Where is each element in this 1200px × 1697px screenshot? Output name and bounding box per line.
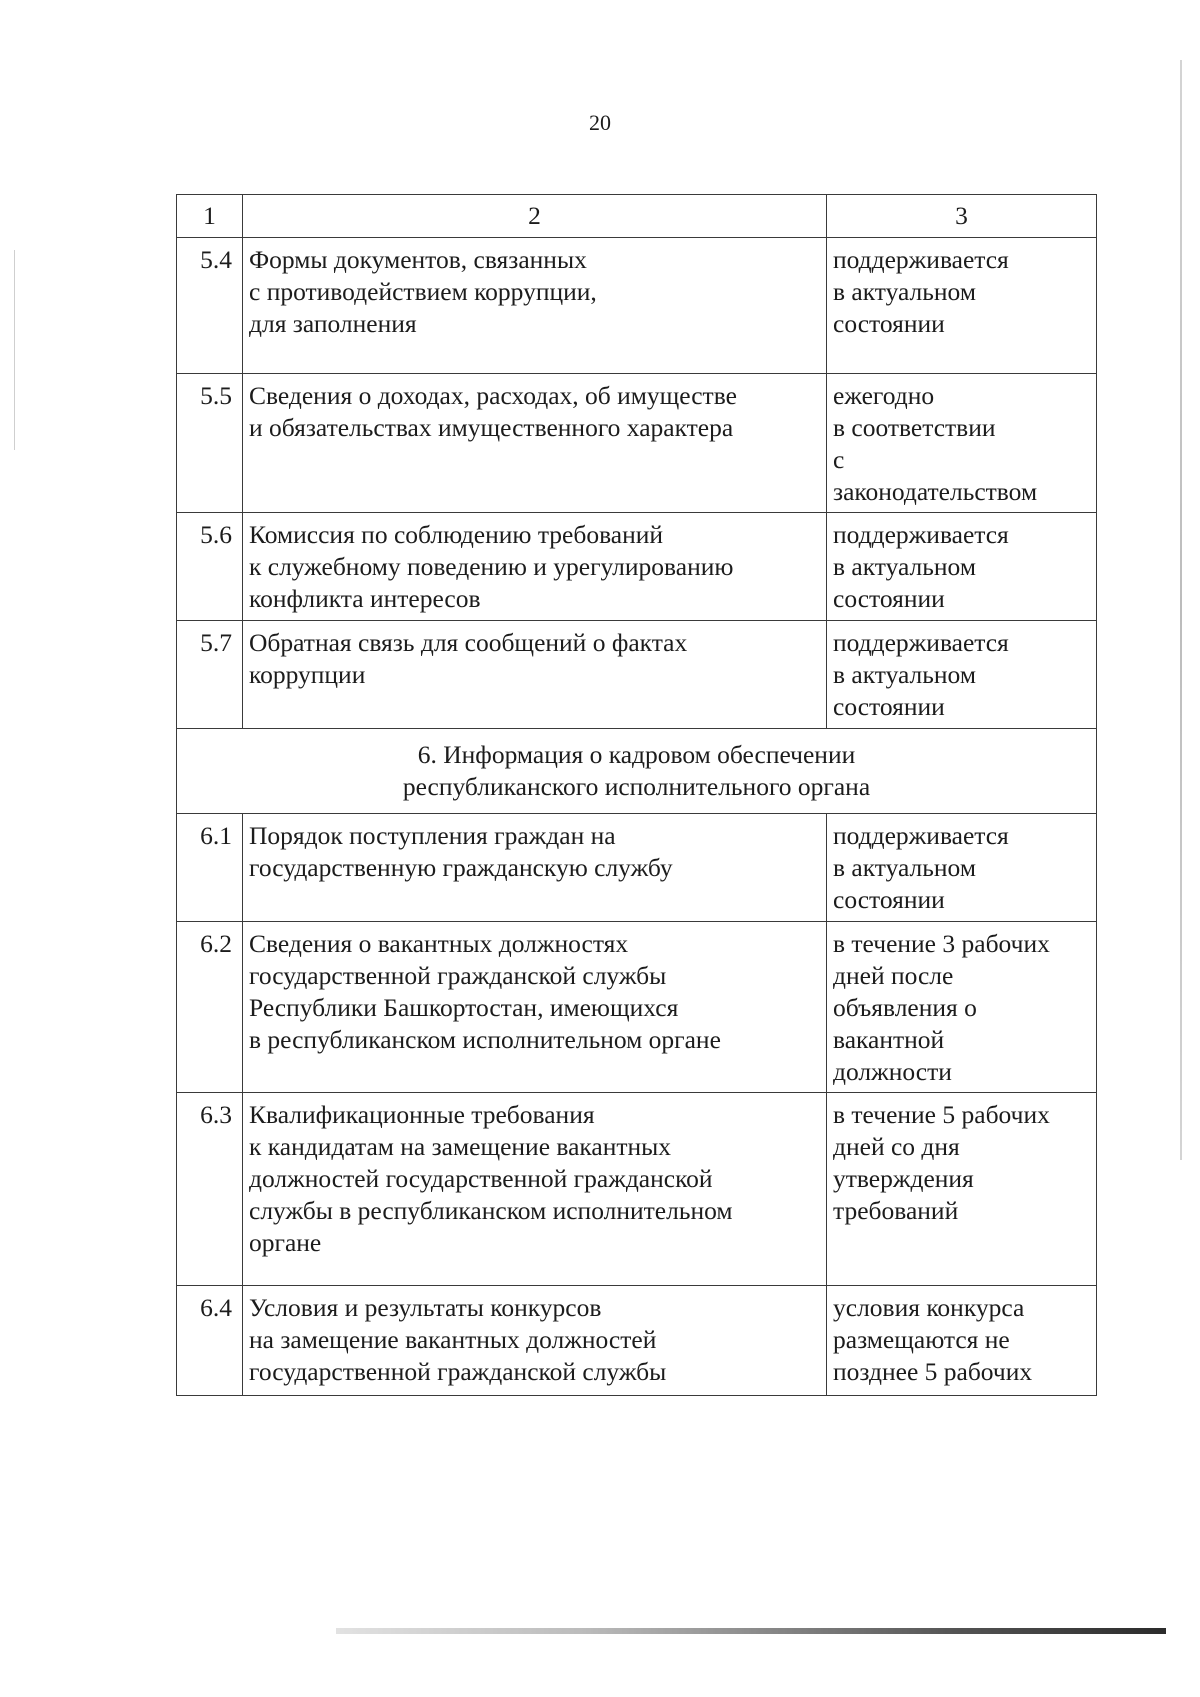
scan-edge-mark-right [1180, 60, 1182, 1160]
row-number: 5.4 [177, 238, 243, 374]
row-number: 6.4 [177, 1286, 243, 1396]
table-row [177, 1093, 1097, 1286]
row-number: 5.6 [177, 513, 243, 621]
table-row [177, 1286, 1097, 1396]
page-number: 20 [589, 110, 611, 135]
table-row [177, 621, 1097, 729]
row-title: Обратная связь для сообщений о фактах коррупции [243, 621, 827, 729]
section-row [177, 729, 1097, 814]
row-term: условия конкурса размещаются не позднее 5 рабочих [827, 1286, 1097, 1396]
row-title: Сведения о вакантных должностях государственной гражданской службы Республики Башкортостан, имеющихся в республиканском исполнительном органе [243, 922, 827, 1093]
row-title: Сведения о доходах, расходах, об имуществе и обязательствах имущественного характера [243, 374, 827, 513]
section-heading: 6. Информация о кадровом обеспечении республиканского исполнительного органа [177, 729, 1097, 814]
scan-edge-mark-left [14, 250, 15, 450]
table-header-row [177, 195, 1097, 238]
row-title: Порядок поступления граждан на государственную гражданскую службу [243, 814, 827, 922]
header-col-1: 1 [177, 195, 243, 238]
row-term: поддерживается в актуальном состоянии [827, 621, 1097, 729]
row-term: поддерживается в актуальном состоянии [827, 238, 1097, 374]
table-row [177, 922, 1097, 1093]
header-col-2: 2 [243, 195, 827, 238]
table-row [177, 238, 1097, 374]
row-number: 5.7 [177, 621, 243, 729]
table-row [177, 374, 1097, 513]
header-col-3: 3 [827, 195, 1097, 238]
row-title: Формы документов, связанных с противодействием коррупции, для заполнения [243, 238, 827, 374]
row-title: Условия и результаты конкурсов на замещение вакантных должностей государственной гражданской службы [243, 1286, 827, 1396]
row-term: в течение 5 рабочих дней со дня утверждения требований [827, 1093, 1097, 1286]
row-term: поддерживается в актуальном состоянии [827, 814, 1097, 922]
row-term: поддерживается в актуальном состоянии [827, 513, 1097, 621]
row-number: 5.5 [177, 374, 243, 513]
footer-rule [336, 1628, 1166, 1634]
document-table [176, 194, 1097, 1396]
table-row [177, 814, 1097, 922]
row-number: 6.2 [177, 922, 243, 1093]
row-number: 6.1 [177, 814, 243, 922]
table-row [177, 513, 1097, 621]
row-term: ежегодно в соответствии с законодательством [827, 374, 1097, 513]
row-title: Квалификационные требования к кандидатам на замещение вакантных должностей государственной гражданской службы в республиканском исполнительном органе [243, 1093, 827, 1286]
row-term: в течение 3 рабочих дней после объявления о вакантной должности [827, 922, 1097, 1093]
row-number: 6.3 [177, 1093, 243, 1286]
row-title: Комиссия по соблюдению требований к служебному поведению и урегулированию конфликта интересов [243, 513, 827, 621]
